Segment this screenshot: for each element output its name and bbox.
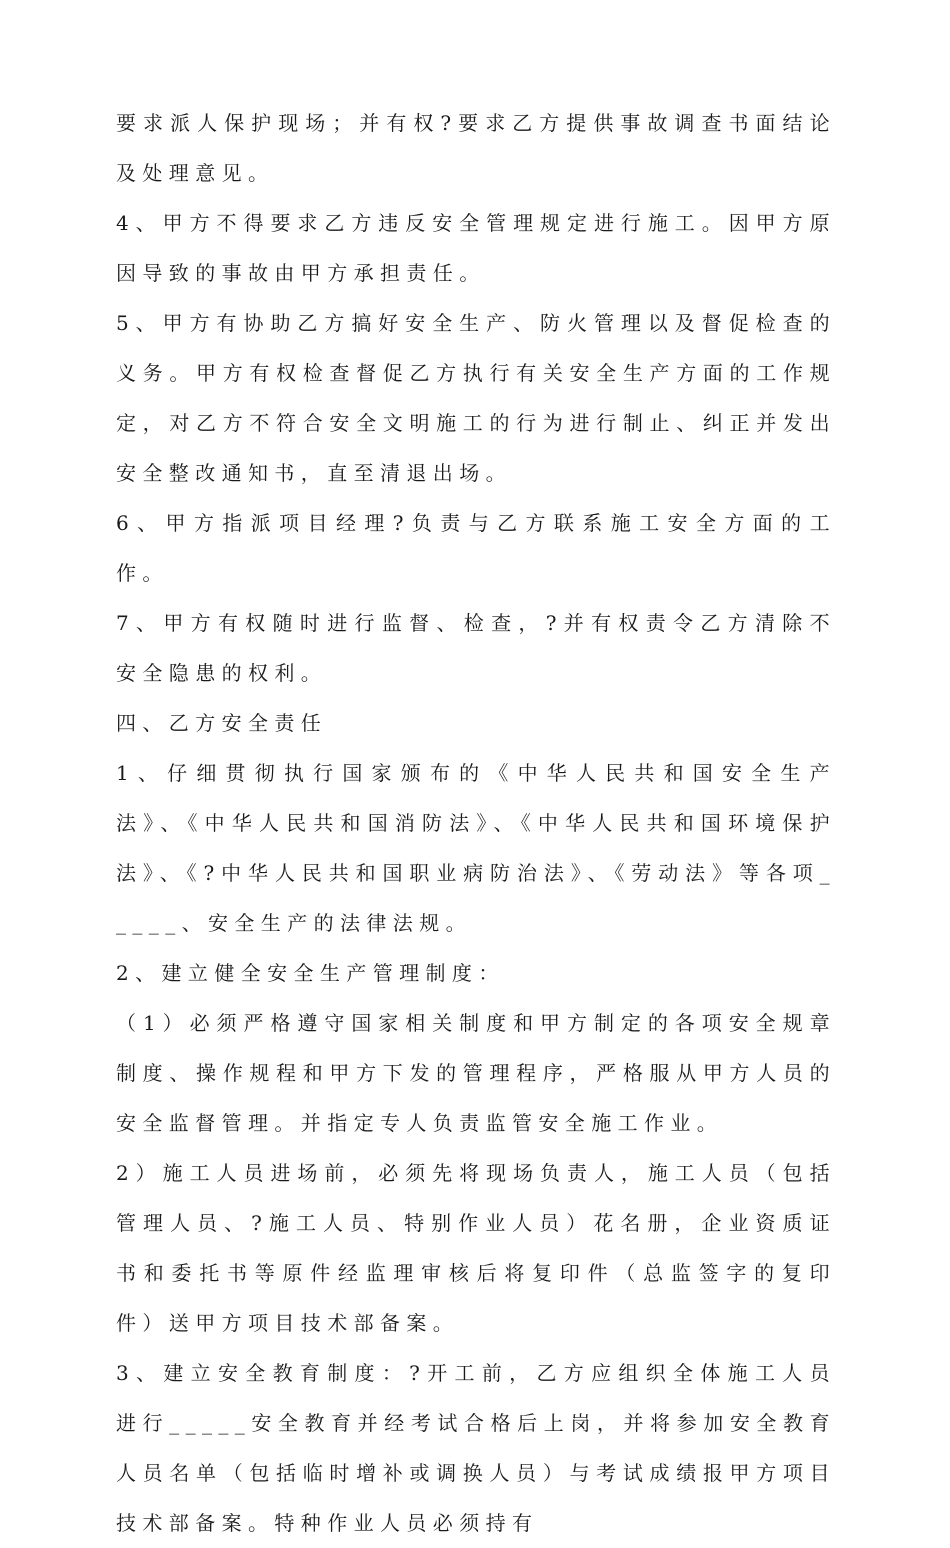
paragraph: 7、甲方有权随时进行监督、检查，?并有权责令乙方清除不安全隐患的权利。 [116,611,836,685]
paragraph: 2）施工人员进场前，必须先将现场负责人，施工人员（包括管理人员、?施工人员、特别作业人员）花名册，企业资质证书和委托书等原件经监理审核后将复印件（总监签字的复印件）送甲方项目技术部备案。 [116,1161,836,1335]
paragraph: 4、甲方不得要求乙方违反安全管理规定进行施工。因甲方原因导致的事故由甲方承担责任。 [116,211,836,285]
paragraph: 要求派人保护现场；并有权?要求乙方提供事故调查书面结论及处理意见。 [116,111,836,185]
paragraph: （1）必须严格遵守国家相关制度和甲方制定的各项安全规章制度、操作规程和甲方下发的管理程序，严格服从甲方人员的安全监督管理。并指定专人负责监管安全施工作业。 [116,1011,836,1135]
section-heading: 四、乙方安全责任 [116,711,328,735]
document-body [116,98,836,1548]
paragraph: 1、仔细贯彻执行国家颁布的《中华人民共和国安全生产法》、《中华人民共和国消防法》、《中华人民共和国环境保护法》、《?中华人民共和国职业病防治法》、《劳动法》等各项_____、安全生产的法律法规。 [116,761,836,935]
paragraph: 6、甲方指派项目经理?负责与乙方联系施工安全方面的工作。 [116,511,836,585]
paragraph: 2、建立健全安全生产管理制度： [116,961,505,985]
paragraph: 5、甲方有协助乙方搞好安全生产、防火管理以及督促检查的义务。甲方有权检查督促乙方执行有关安全生产方面的工作规定，对乙方不符合安全文明施工的行为进行制止、纠正并发出安全整改通知书，直至清退出场。 [116,311,836,485]
paragraph: 3、建立安全教育制度：?开工前，乙方应组织全体施工人员进行_____安全教育并经考试合格后上岗，并将参加安全教育人员名单（包括临时增补或调换人员）与考试成绩报甲方项目技术部备案。特种作业人员必须持有 [116,1361,836,1535]
